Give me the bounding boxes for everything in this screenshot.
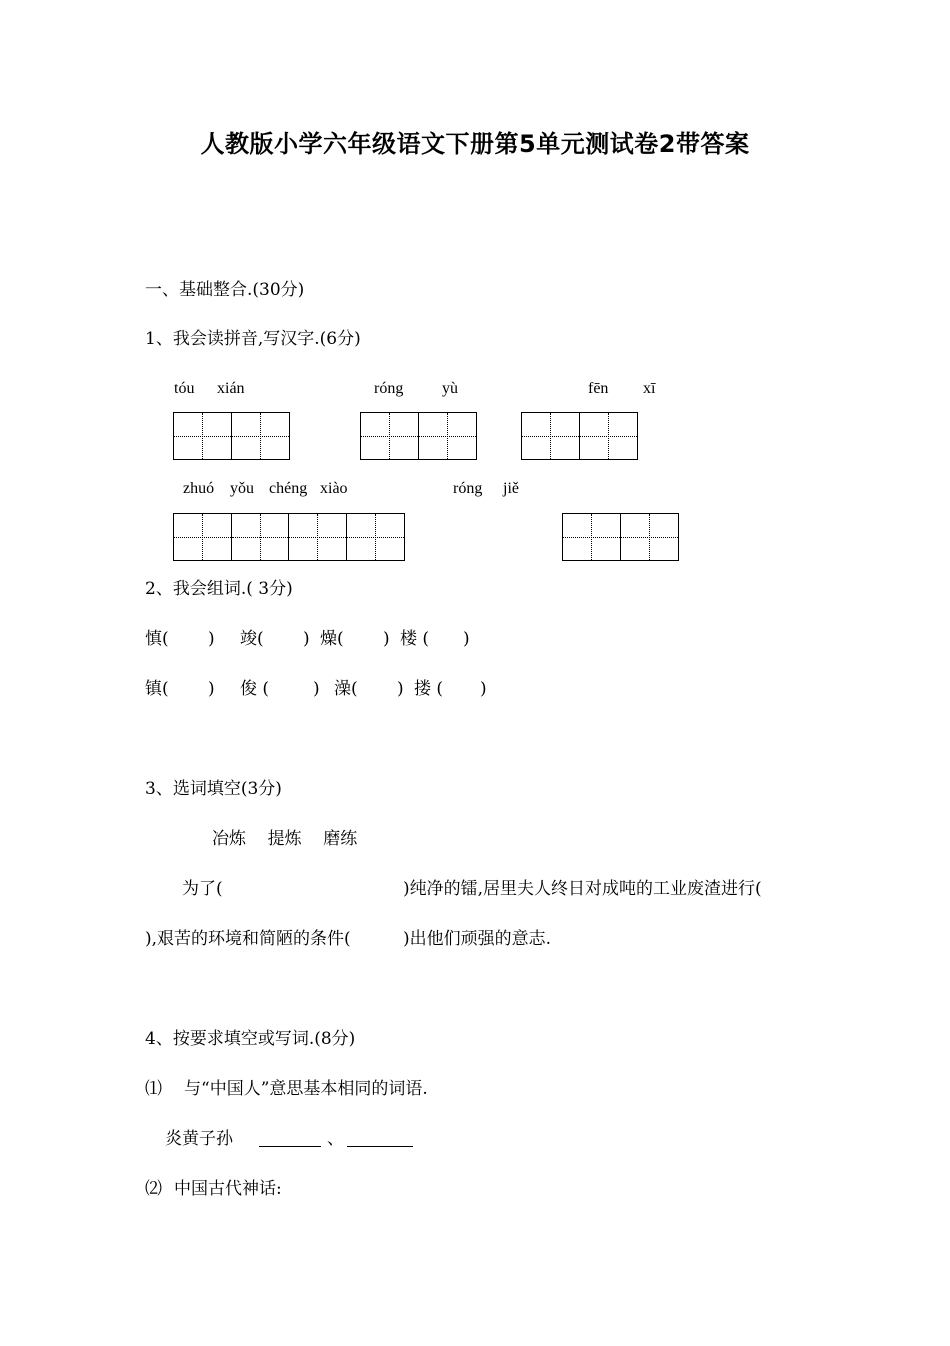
q3-word-options: 冶炼 提炼 磨练 (212, 829, 358, 849)
grid-cell[interactable] (232, 413, 290, 459)
q2-paren: ) (463, 629, 470, 649)
answer-blank-1[interactable] (259, 1130, 321, 1151)
grid-cell[interactable] (580, 413, 638, 459)
q4-heading: 4、按要求填空或写词.(8分) (145, 1029, 356, 1049)
q3-line1-rest: )纯净的镭,居里夫人终日对成吨的工业废渣进行( (403, 879, 762, 899)
pinyin-xian: xián (217, 380, 245, 397)
q3-line1-start: 为了( (182, 879, 223, 899)
writing-grid-zhuoyouchengxiao[interactable] (173, 513, 405, 561)
q2-paren: ) (208, 629, 215, 649)
pinyin-xiao: xiào (320, 480, 348, 497)
grid-cell[interactable] (621, 514, 679, 560)
q4-sub1-text: 与“中国人”意思基本相同的词语. (184, 1079, 428, 1099)
writing-grid-fenxi[interactable] (521, 412, 638, 460)
q4-separator: 、 (327, 1129, 344, 1149)
q4-example-word: 炎黄子孙 (165, 1129, 233, 1149)
writing-grid-rongyu[interactable] (360, 412, 477, 460)
q2-char-zhen: 镇( (145, 679, 169, 699)
q2-char-lou2: 搂 ( (414, 679, 444, 699)
grid-cell[interactable] (522, 413, 580, 459)
writing-grid-touxian[interactable] (173, 412, 290, 460)
pinyin-cheng: chéng (269, 480, 308, 497)
q2-char-zao2: 澡( (334, 679, 358, 699)
grid-cell[interactable] (419, 413, 477, 459)
page-title: 人教版小学六年级语文下册第5单元测试卷2带答案 (200, 130, 750, 158)
answer-blank-2[interactable] (347, 1130, 413, 1151)
pinyin-yu: yù (442, 380, 458, 397)
q2-char-jun: 竣( (240, 629, 264, 649)
grid-cell[interactable] (347, 514, 405, 560)
grid-cell[interactable] (563, 514, 621, 560)
q2-char-jun2: 俊 ( (240, 679, 270, 699)
writing-grid-rongjie[interactable] (562, 513, 679, 561)
grid-cell[interactable] (174, 413, 232, 459)
q4-sub2-text: 中国古代神话: (174, 1179, 282, 1199)
q2-char-lou: 楼 ( (400, 629, 430, 649)
pinyin-fen: fēn (588, 380, 609, 397)
q2-paren: ) (208, 679, 215, 699)
pinyin-tou: tóu (174, 380, 195, 397)
q2-char-shen: 慎( (145, 629, 169, 649)
q2-heading: 2、我会组词.( 3分) (145, 579, 293, 599)
pinyin-jie: jiě (503, 480, 519, 497)
grid-cell[interactable] (174, 514, 232, 560)
grid-cell[interactable] (289, 514, 347, 560)
q2-paren: ) (313, 679, 320, 699)
pinyin-xi: xī (643, 380, 656, 397)
q2-paren: ) (480, 679, 487, 699)
q2-paren: ) (397, 679, 404, 699)
grid-cell[interactable] (361, 413, 419, 459)
q3-heading: 3、选词填空(3分) (145, 779, 282, 799)
q1-heading: 1、我会读拼音,写汉字.(6分) (145, 329, 361, 349)
pinyin-zhuo: zhuó (183, 480, 215, 497)
pinyin-you: yǒu (230, 480, 254, 497)
q4-sub1-number: ⑴ (145, 1079, 162, 1099)
q2-paren: ) (383, 629, 390, 649)
pinyin-rong2: róng (453, 480, 483, 497)
q4-sub2-number: ⑵ (145, 1179, 162, 1199)
q2-paren: ) (303, 629, 310, 649)
section-heading: 一、基础整合.(30分) (145, 280, 305, 300)
q2-char-zao: 燥( (320, 629, 344, 649)
q3-line2-start: ),艰苦的环境和简陋的条件( (145, 929, 351, 949)
q3-line2-rest: )出他们顽强的意志. (403, 929, 552, 949)
pinyin-rong: róng (374, 380, 404, 397)
grid-cell[interactable] (232, 514, 290, 560)
